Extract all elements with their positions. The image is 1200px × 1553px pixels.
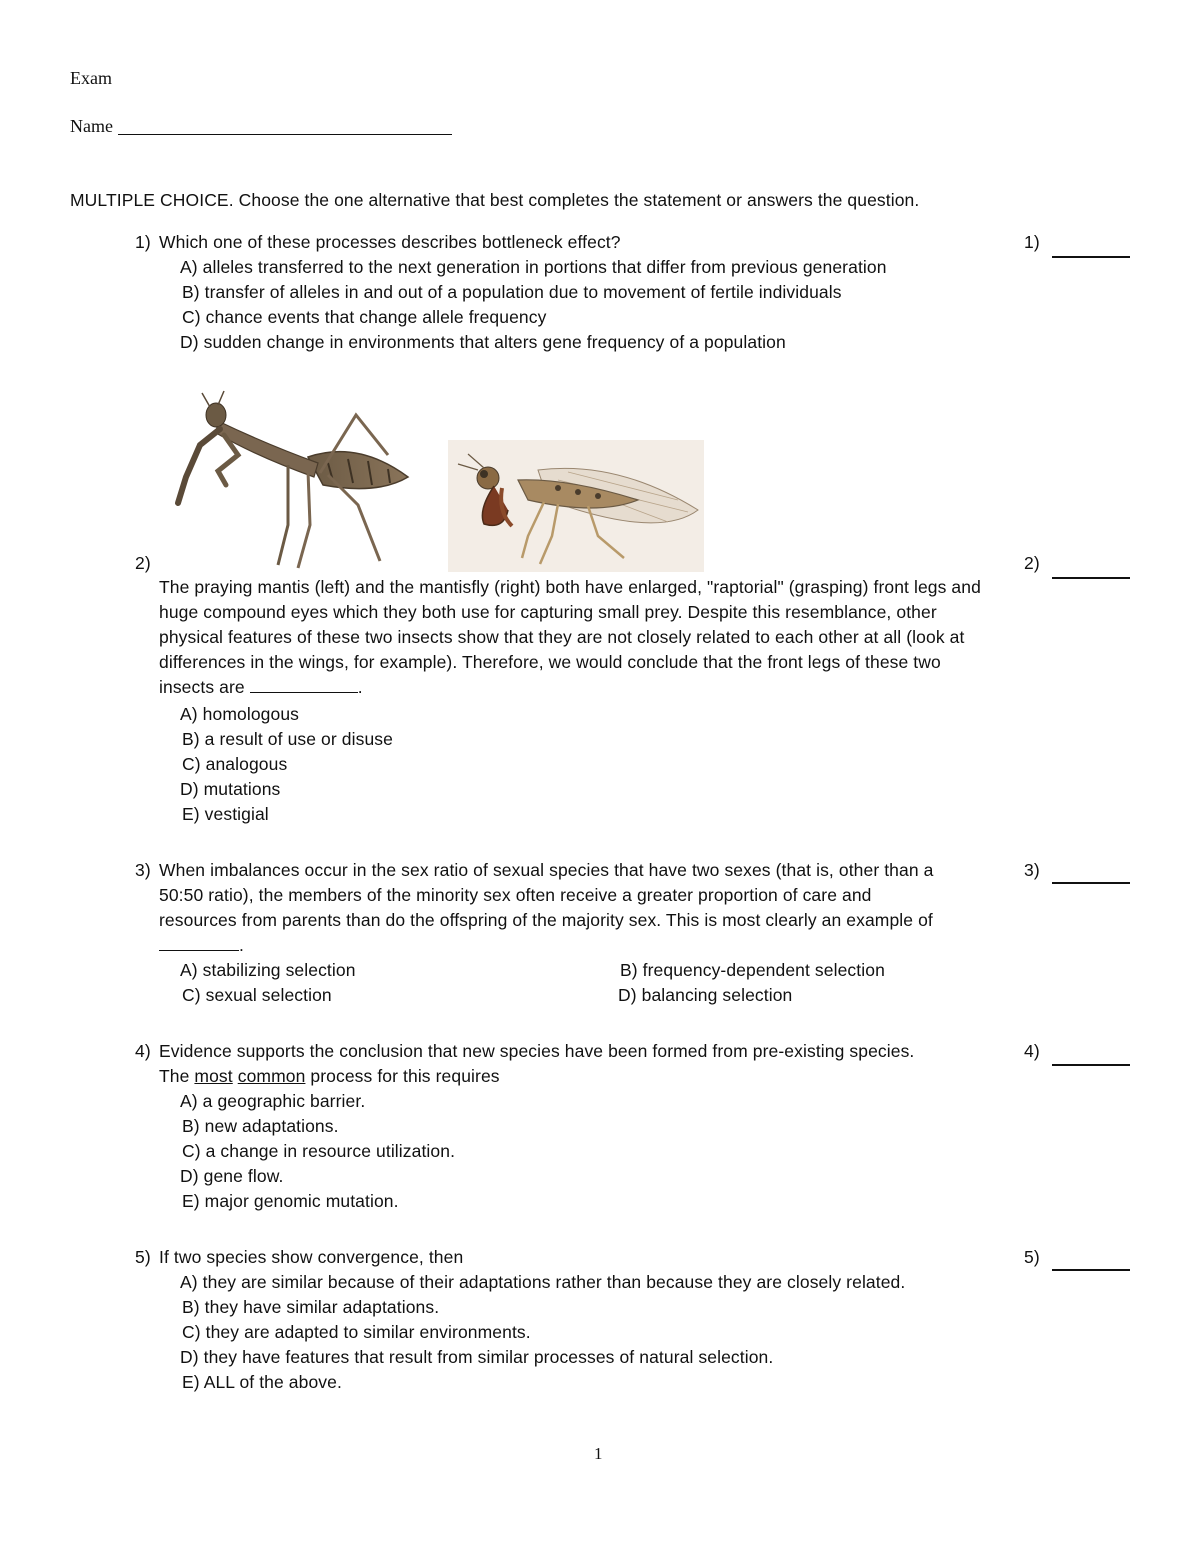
exam-label: Exam xyxy=(70,68,112,88)
question-stem-line: physical features of these two insects show that they are not closely related to each other at all (look at xyxy=(159,627,965,647)
question-stem-line: insects are xyxy=(159,677,245,697)
option-b[interactable]: B) they have similar adaptations. xyxy=(182,1297,440,1317)
question-stem-line: huge compound eyes which they both use for capturing small prey. Despite this resemblance, other xyxy=(159,602,937,622)
option-c[interactable]: C) they are adapted to similar environments. xyxy=(182,1322,531,1342)
answer-blank[interactable] xyxy=(1052,256,1130,258)
option-a[interactable]: A) homologous xyxy=(180,704,300,724)
option-a[interactable]: A) stabilizing selection xyxy=(180,960,356,980)
question-stem-line: resources from parents than do the offspring of the majority sex. This is most clearly an example of xyxy=(159,910,933,930)
option-a[interactable]: A) a geographic barrier. xyxy=(180,1091,366,1111)
option-d[interactable]: D) mutations xyxy=(180,779,281,799)
answer-blank[interactable] xyxy=(1052,577,1130,579)
answer-blank[interactable] xyxy=(1052,1064,1130,1066)
option-b[interactable]: B) a result of use or disuse xyxy=(182,729,393,749)
fill-in-blank xyxy=(159,936,239,951)
question-stem-line: 50:50 ratio), the members of the minority sex often receive a greater proportion of care and xyxy=(159,885,872,905)
option-b[interactable]: B) new adaptations. xyxy=(182,1116,339,1136)
question-number: 2) xyxy=(135,553,151,573)
praying-mantis-image xyxy=(158,385,420,573)
name-label: Name xyxy=(70,116,113,136)
option-d[interactable]: D) they have features that result from similar processes of natural selection. xyxy=(180,1347,774,1367)
option-e[interactable]: E) vestigial xyxy=(182,804,269,824)
answer-blank[interactable] xyxy=(1052,882,1130,884)
question-stem-line: differences in the wings, for example). Therefore, we would conclude that the front legs of these two xyxy=(159,652,941,672)
answer-number: 2) xyxy=(1024,553,1040,573)
answer-blank[interactable] xyxy=(1052,1269,1130,1271)
option-c[interactable]: C) a change in resource utilization. xyxy=(182,1141,456,1161)
question-stem-line: When imbalances occur in the sex ratio of sexual species that have two sexes (that is, other than a xyxy=(159,860,934,880)
option-e[interactable]: E) ALL of the above. xyxy=(182,1372,342,1392)
stem-text: The xyxy=(159,1066,195,1086)
option-b[interactable]: B) transfer of alleles in and out of a population due to movement of fertile individuals xyxy=(182,282,842,302)
answer-number: 1) xyxy=(1024,232,1040,252)
fill-in-blank xyxy=(250,678,358,693)
option-c[interactable]: C) chance events that change allele frequency xyxy=(182,307,547,327)
option-c[interactable]: C) analogous xyxy=(182,754,288,774)
instructions: MULTIPLE CHOICE. Choose the one alternative that best completes the statement or answers the question. xyxy=(70,190,920,210)
option-d[interactable]: D) gene flow. xyxy=(180,1166,284,1186)
question-stem-block xyxy=(159,575,1002,705)
option-a[interactable]: A) they are similar because of their adaptations rather than because they are closely related. xyxy=(180,1272,906,1292)
option-a[interactable]: A) alleles transferred to the next generation in portions that differ from previous generation xyxy=(180,257,887,277)
emphasis-common: common xyxy=(237,1066,306,1086)
question-stem: If two species show convergence, then xyxy=(159,1247,464,1267)
page-number: 1 xyxy=(594,1444,603,1463)
option-d[interactable]: D) balancing selection xyxy=(618,985,793,1005)
option-e[interactable]: E) major genomic mutation. xyxy=(182,1191,399,1211)
answer-number: 3) xyxy=(1024,860,1040,880)
question-number: 1) xyxy=(135,232,151,252)
answer-number: 5) xyxy=(1024,1247,1040,1267)
stem-text: process for this requires xyxy=(305,1066,500,1086)
option-b[interactable]: B) frequency-dependent selection xyxy=(620,960,885,980)
question-stem-end: . xyxy=(357,677,363,697)
question-stem-line-2 xyxy=(159,1064,500,1088)
name-field[interactable] xyxy=(118,134,452,135)
question-number: 4) xyxy=(135,1041,151,1061)
question-number: 3) xyxy=(135,860,151,880)
question-number: 5) xyxy=(135,1247,151,1267)
question-stem: Which one of these processes describes bottleneck effect? xyxy=(159,232,621,252)
question-stem-end: . xyxy=(239,935,244,955)
emphasis-most: most xyxy=(194,1066,233,1086)
question-stem-line: Evidence supports the conclusion that new species have been formed from pre-existing species. xyxy=(159,1041,915,1061)
answer-number: 4) xyxy=(1024,1041,1040,1061)
mantisfly-image xyxy=(448,440,704,572)
option-c[interactable]: C) sexual selection xyxy=(182,985,332,1005)
question-stem-line: The praying mantis (left) and the mantisfly (right) both have enlarged, "raptorial" (grasping) front legs and xyxy=(159,577,981,597)
option-d[interactable]: D) sudden change in environments that alters gene frequency of a population xyxy=(180,332,786,352)
